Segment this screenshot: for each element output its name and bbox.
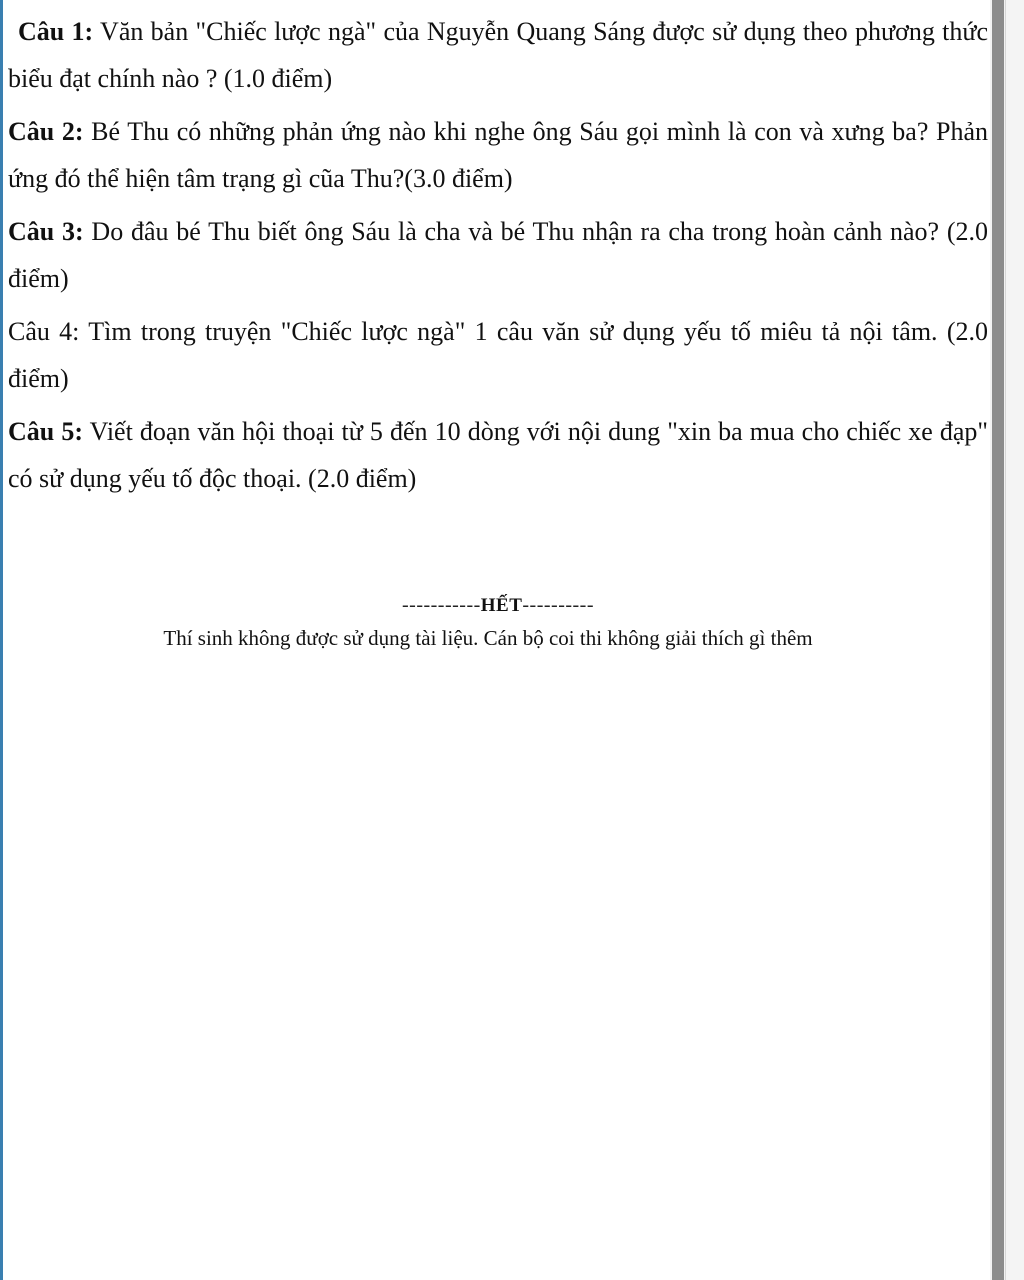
question-3-text: Do đâu bé Thu biết ông Sáu là cha và bé Thu nhận ra cha trong hoàn cảnh nào? (2.0 điểm) <box>8 217 988 293</box>
question-3 <box>8 208 988 302</box>
exam-page <box>8 8 988 650</box>
exam-footer <box>8 590 988 653</box>
question-5 <box>8 408 988 502</box>
exam-note: Thí sinh không được sử dụng tài liệu. Cán bộ coi thi không giải thích gì thêm <box>163 626 813 650</box>
end-marker <box>8 590 988 621</box>
question-2-text: Bé Thu có những phản ứng nào khi nghe ông Sáu gọi mình là con và xưng ba? Phản ứng đó thể hiện tâm trạng gì cũa Thu?(3.0 điểm) <box>8 117 988 193</box>
scrollbar-thumb[interactable] <box>992 0 1004 1280</box>
window-left-border <box>0 0 3 1280</box>
question-1 <box>8 8 988 102</box>
question-2-label: Câu 2: <box>8 117 84 146</box>
question-5-label: Câu 5: <box>8 417 83 446</box>
end-word: HẾT <box>480 595 523 616</box>
question-4-text: Tìm trong truyện "Chiếc lược ngà" 1 câu văn sử dụng yếu tố miêu tả nội tâm. (2.0 điểm) <box>8 317 988 393</box>
question-5-text: Viết đoạn văn hội thoại từ 5 đến 10 dòng với nội dung "xin ba mua cho chiếc xe đạp" có sử dụng yếu tố độc thoại. (2.0 điểm) <box>8 417 988 493</box>
question-2 <box>8 108 988 202</box>
question-1-label: Câu 1: <box>18 17 94 46</box>
question-4 <box>8 308 988 402</box>
question-3-label: Câu 3: <box>8 217 84 246</box>
question-4-label: Câu 4: <box>8 317 80 346</box>
end-dashes-left: ----------- <box>402 594 481 616</box>
scrollbar-edge <box>1005 0 1024 1280</box>
end-dashes-right: ---------- <box>522 594 594 616</box>
question-1-text: Văn bản "Chiếc lược ngà" của Nguyễn Quang Sáng được sử dụng theo phương thức biểu đạt chính nào ? (1.0 điểm) <box>8 17 988 93</box>
vertical-scrollbar[interactable] <box>990 0 1024 1280</box>
